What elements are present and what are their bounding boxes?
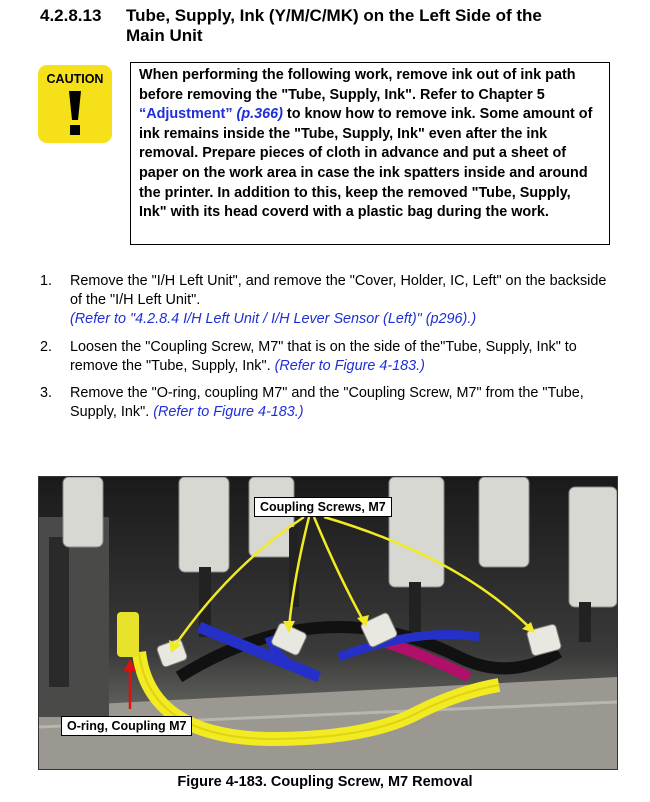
procedure-steps	[40, 272, 620, 430]
step-reference-link[interactable]: (Refer to Figure 4-183.)	[153, 404, 304, 421]
callout-coupling-screws: Coupling Screws, M7	[254, 497, 392, 517]
section-number: 4.2.8.13	[40, 6, 102, 25]
callout-o-ring: O-ring, Coupling M7	[61, 716, 192, 736]
figure-photo	[38, 476, 618, 770]
caution-icon	[38, 65, 112, 143]
step-text: Remove the "I/H Left Unit", and remove the "Cover, Holder, IC, Left" on the backside of the "I/H Left Unit".	[70, 273, 607, 309]
adjustment-link-page: (p.366)	[236, 106, 283, 123]
step-number: 1.	[40, 273, 53, 289]
step-number: 2.	[40, 338, 53, 355]
step-text: Remove the "O-ring, coupling M7" and the "Coupling Screw, M7" from the "Tube, Supply, Ink".	[70, 385, 584, 421]
step-3	[40, 384, 620, 422]
section-heading	[40, 6, 640, 46]
section-title-line2: Main Unit	[126, 26, 203, 45]
caution-text-before: When performing the following work, remove ink out of ink path before removing the "Tube, Supply, Ink". Refer to Chapter 5	[139, 67, 576, 103]
step-reference-link[interactable]: (Refer to "4.2.8.4 I/H Left Unit / I/H Lever Sensor (Left)" (p296).)	[70, 311, 477, 328]
section-title-line1: Tube, Supply, Ink (Y/M/C/MK) on the Left Side of the	[126, 6, 542, 25]
step-text: Loosen the "Coupling Screw, M7" that is on the side of the"Tube, Supply, Ink" to remove the "Tube, Supply, Ink".	[70, 338, 577, 374]
caution-text-after: to know how to remove ink. Some amount of ink remains inside the "Tube, Supply, Ink" even after the ink removal. Prepare pieces of cloth in advance and put a sheet of paper on the work area in case the ink spatters inside and around the printer. In addition to this, keep the removed "Tube, Supply, Ink" with its head coverd with a plastic bag during the work.	[139, 106, 593, 221]
adjustment-link[interactable]	[139, 106, 283, 122]
adjustment-link-text: “Adjustment”	[139, 106, 233, 123]
step-reference-link[interactable]: (Refer to Figure 4-183.)	[274, 357, 425, 374]
caution-icon-label: CAUTION	[46, 72, 104, 86]
figure-caption: Figure 4-183. Coupling Screw, M7 Removal	[177, 774, 473, 790]
step-1	[40, 272, 620, 330]
step-number: 3.	[40, 385, 53, 402]
step-2	[40, 338, 620, 376]
caution-message	[130, 62, 610, 245]
